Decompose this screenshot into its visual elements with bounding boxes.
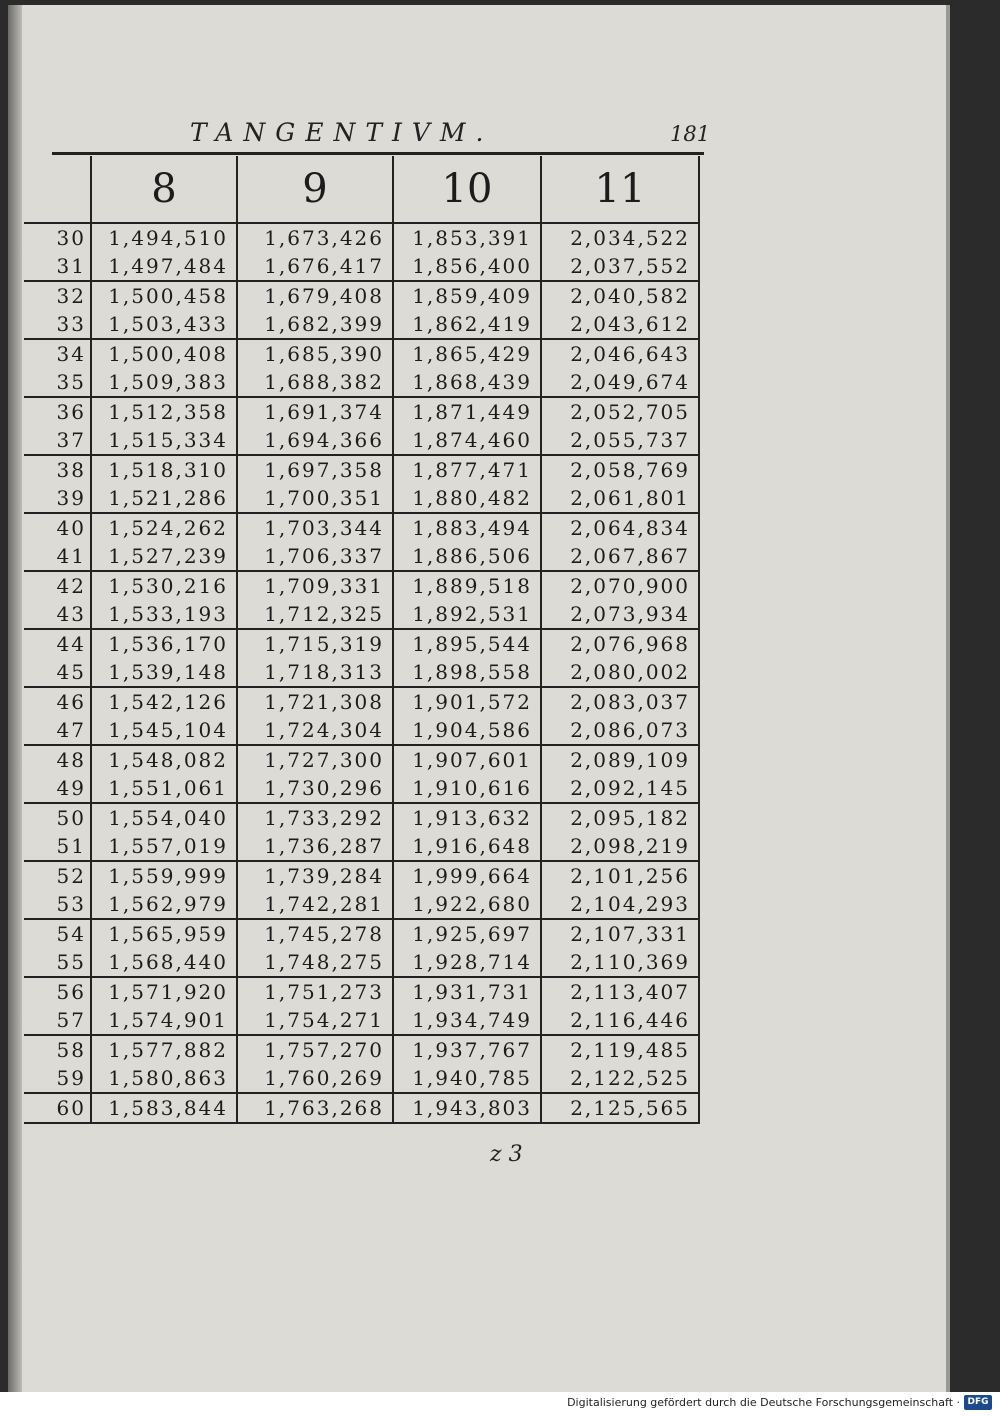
tangent-value-cell: 1,751,273 (237, 977, 393, 1006)
tangent-value-cell: 2,098,219 (541, 832, 699, 861)
tangent-value-cell: 1,940,785 (393, 1064, 541, 1093)
tangent-value-cell: 1,760,269 (237, 1064, 393, 1093)
tangent-value-cell: 1,715,319 (237, 629, 393, 658)
minute-cell: 36 (24, 397, 91, 426)
tangent-value-cell: 2,104,293 (541, 890, 699, 919)
minute-cell: 31 (24, 252, 91, 281)
table-row (24, 484, 699, 513)
tangent-value-cell: 1,757,270 (237, 1035, 393, 1064)
tangent-value-cell: 1,688,382 (237, 368, 393, 397)
tangent-value-cell: 1,718,313 (237, 658, 393, 687)
tangent-value-cell: 1,524,262 (91, 513, 237, 542)
tangent-value-cell: 1,748,275 (237, 948, 393, 977)
tangent-value-cell: 1,742,281 (237, 890, 393, 919)
tangent-value-cell: 1,856,400 (393, 252, 541, 281)
table-row (24, 426, 699, 455)
degree-column-header: 10 (393, 156, 541, 223)
running-header (50, 118, 710, 154)
table-row (24, 716, 699, 745)
table-row (24, 368, 699, 397)
minute-cell: 40 (24, 513, 91, 542)
tangent-value-cell: 1,865,429 (393, 339, 541, 368)
tangent-value-cell: 1,763,268 (237, 1093, 393, 1123)
tangent-value-cell: 1,898,558 (393, 658, 541, 687)
tangent-value-cell: 1,922,680 (393, 890, 541, 919)
tangent-value-cell: 1,868,439 (393, 368, 541, 397)
tangent-value-cell: 1,880,482 (393, 484, 541, 513)
minute-cell: 49 (24, 774, 91, 803)
table-header-row (24, 156, 699, 223)
degree-column-header: 8 (91, 156, 237, 223)
minute-cell: 50 (24, 803, 91, 832)
table-row (24, 223, 699, 252)
minute-cell: 57 (24, 1006, 91, 1035)
tangent-value-cell: 1,883,494 (393, 513, 541, 542)
minute-cell: 42 (24, 571, 91, 600)
table-row (24, 745, 699, 774)
tangent-value-cell: 2,125,565 (541, 1093, 699, 1123)
tangent-value-cell: 1,886,506 (393, 542, 541, 571)
tangent-value-cell: 2,083,037 (541, 687, 699, 716)
page-number: 181 (670, 122, 711, 146)
page-gutter-shadow (8, 5, 22, 1392)
tangent-value-cell: 1,937,767 (393, 1035, 541, 1064)
tangent-value-cell: 2,070,900 (541, 571, 699, 600)
tangent-value-cell: 1,859,409 (393, 281, 541, 310)
minute-cell: 58 (24, 1035, 91, 1064)
table-row (24, 600, 699, 629)
minute-cell: 38 (24, 455, 91, 484)
minute-column-header (24, 156, 91, 223)
tangent-value-cell: 2,076,968 (541, 629, 699, 658)
tangent-value-cell: 2,034,522 (541, 223, 699, 252)
tangent-value-cell: 1,727,300 (237, 745, 393, 774)
tangent-value-cell: 1,709,331 (237, 571, 393, 600)
tangent-value-cell: 2,073,934 (541, 600, 699, 629)
tangent-value-cell: 1,694,366 (237, 426, 393, 455)
tangent-value-cell: 2,110,369 (541, 948, 699, 977)
tangent-value-cell: 1,739,284 (237, 861, 393, 890)
tangent-value-cell: 1,685,390 (237, 339, 393, 368)
tangent-value-cell: 1,697,358 (237, 455, 393, 484)
minute-cell: 48 (24, 745, 91, 774)
tangent-value-cell: 1,527,239 (91, 542, 237, 571)
minute-cell: 45 (24, 658, 91, 687)
table-row (24, 310, 699, 339)
tangent-value-cell: 1,853,391 (393, 223, 541, 252)
minute-cell: 37 (24, 426, 91, 455)
tangent-value-cell: 1,500,408 (91, 339, 237, 368)
tangent-value-cell: 1,521,286 (91, 484, 237, 513)
tangent-value-cell: 2,067,867 (541, 542, 699, 571)
tangent-value-cell: 2,119,485 (541, 1035, 699, 1064)
table-row (24, 658, 699, 687)
tangent-value-cell: 1,901,572 (393, 687, 541, 716)
table-row (24, 455, 699, 484)
table-row (24, 542, 699, 571)
tangent-value-cell: 1,548,082 (91, 745, 237, 774)
table-row (24, 571, 699, 600)
minute-cell: 59 (24, 1064, 91, 1093)
tangent-value-cell: 2,058,769 (541, 455, 699, 484)
tangent-value-cell: 1,580,863 (91, 1064, 237, 1093)
tangent-value-cell: 2,049,674 (541, 368, 699, 397)
table-row (24, 774, 699, 803)
tangent-value-cell: 1,733,292 (237, 803, 393, 832)
tangent-value-cell: 2,064,834 (541, 513, 699, 542)
degree-column-header: 9 (237, 156, 393, 223)
tangent-value-cell: 1,533,193 (91, 600, 237, 629)
table-row (24, 1064, 699, 1093)
minute-cell: 53 (24, 890, 91, 919)
table-row (24, 861, 699, 890)
tangent-value-cell: 1,557,019 (91, 832, 237, 861)
tangent-value-cell: 1,999,664 (393, 861, 541, 890)
tangent-value-cell: 1,583,844 (91, 1093, 237, 1123)
table-row (24, 629, 699, 658)
table-body (24, 223, 699, 1123)
minute-cell: 43 (24, 600, 91, 629)
tangent-value-cell: 1,691,374 (237, 397, 393, 426)
tangent-value-cell: 2,122,525 (541, 1064, 699, 1093)
tangent-value-cell: 1,673,426 (237, 223, 393, 252)
table-row (24, 513, 699, 542)
table-row (24, 919, 699, 948)
tangent-value-cell: 1,943,803 (393, 1093, 541, 1123)
tangent-value-cell: 1,721,308 (237, 687, 393, 716)
minute-cell: 30 (24, 223, 91, 252)
tangent-value-cell: 2,086,073 (541, 716, 699, 745)
tangent-value-cell: 1,907,601 (393, 745, 541, 774)
table-row (24, 1093, 699, 1123)
tangent-value-cell: 1,571,920 (91, 977, 237, 1006)
tangent-value-cell: 1,512,358 (91, 397, 237, 426)
minute-cell: 35 (24, 368, 91, 397)
tangent-value-cell: 1,551,061 (91, 774, 237, 803)
table-row (24, 977, 699, 1006)
tangent-value-cell: 1,730,296 (237, 774, 393, 803)
minute-cell: 56 (24, 977, 91, 1006)
minute-cell: 41 (24, 542, 91, 571)
minute-cell: 51 (24, 832, 91, 861)
minute-cell: 39 (24, 484, 91, 513)
tangent-value-cell: 1,568,440 (91, 948, 237, 977)
footer-bar (0, 1392, 1000, 1416)
tangent-value-cell: 1,712,325 (237, 600, 393, 629)
tangent-value-cell: 1,562,979 (91, 890, 237, 919)
tangent-value-cell: 2,055,737 (541, 426, 699, 455)
tangent-value-cell: 2,040,582 (541, 281, 699, 310)
tangent-value-cell: 2,101,256 (541, 861, 699, 890)
tangent-value-cell: 1,877,471 (393, 455, 541, 484)
tangent-value-cell: 2,052,705 (541, 397, 699, 426)
tangent-value-cell: 1,871,449 (393, 397, 541, 426)
tangent-value-cell: 1,916,648 (393, 832, 541, 861)
table-row (24, 948, 699, 977)
tangent-value-cell: 1,754,271 (237, 1006, 393, 1035)
table-row (24, 803, 699, 832)
table-row (24, 687, 699, 716)
table-row (24, 1006, 699, 1035)
tangent-value-cell: 1,539,148 (91, 658, 237, 687)
minute-cell: 32 (24, 281, 91, 310)
tangent-value-cell: 1,554,040 (91, 803, 237, 832)
tangent-value-cell: 1,515,334 (91, 426, 237, 455)
tangent-value-cell: 1,862,419 (393, 310, 541, 339)
minute-cell: 34 (24, 339, 91, 368)
header-rule (52, 152, 704, 155)
tangent-value-cell: 2,089,109 (541, 745, 699, 774)
table-row (24, 832, 699, 861)
minute-cell: 46 (24, 687, 91, 716)
tangent-value-cell: 2,116,446 (541, 1006, 699, 1035)
tangent-value-cell: 2,046,643 (541, 339, 699, 368)
tangent-value-cell: 1,700,351 (237, 484, 393, 513)
tangent-value-cell: 1,542,126 (91, 687, 237, 716)
tangent-value-cell: 1,503,433 (91, 310, 237, 339)
tangent-value-cell: 1,910,616 (393, 774, 541, 803)
table-row (24, 397, 699, 426)
minute-cell: 54 (24, 919, 91, 948)
tangent-value-cell: 1,706,337 (237, 542, 393, 571)
tangent-value-cell: 1,724,304 (237, 716, 393, 745)
funding-credit: Digitalisierung gefördert durch die Deutsche Forschungsgemeinschaft · (567, 1396, 960, 1409)
tangent-value-cell: 1,703,344 (237, 513, 393, 542)
tangent-value-cell: 1,676,417 (237, 252, 393, 281)
tangent-value-cell: 1,494,510 (91, 223, 237, 252)
tangent-value-cell: 1,874,460 (393, 426, 541, 455)
tangent-value-cell: 1,931,731 (393, 977, 541, 1006)
tangent-value-cell: 1,559,999 (91, 861, 237, 890)
tangent-value-cell: 1,925,697 (393, 919, 541, 948)
tangent-value-cell: 1,745,278 (237, 919, 393, 948)
tangent-value-cell: 1,577,882 (91, 1035, 237, 1064)
dfg-logo-icon: DFG (964, 1395, 992, 1410)
table-row (24, 339, 699, 368)
minute-cell: 44 (24, 629, 91, 658)
minute-cell: 55 (24, 948, 91, 977)
tangent-value-cell: 2,037,552 (541, 252, 699, 281)
running-title: TANGENTIVM. (190, 118, 494, 147)
tangent-value-cell: 2,095,182 (541, 803, 699, 832)
tangent-value-cell: 1,536,170 (91, 629, 237, 658)
signature-mark: z 3 (490, 1142, 523, 1167)
tangent-value-cell: 1,913,632 (393, 803, 541, 832)
tangent-value-cell: 1,545,104 (91, 716, 237, 745)
tangent-value-cell: 1,934,749 (393, 1006, 541, 1035)
table-row (24, 281, 699, 310)
tangent-value-cell: 2,043,612 (541, 310, 699, 339)
tangent-value-cell: 1,736,287 (237, 832, 393, 861)
tangent-value-cell: 1,895,544 (393, 629, 541, 658)
tangent-value-cell: 1,679,408 (237, 281, 393, 310)
table-row (24, 1035, 699, 1064)
minute-cell: 52 (24, 861, 91, 890)
tangent-value-cell: 1,565,959 (91, 919, 237, 948)
tangent-value-cell: 1,497,484 (91, 252, 237, 281)
table-row (24, 890, 699, 919)
tangent-value-cell: 2,092,145 (541, 774, 699, 803)
tangent-value-cell: 1,530,216 (91, 571, 237, 600)
tangent-value-cell: 1,574,901 (91, 1006, 237, 1035)
minute-cell: 60 (24, 1093, 91, 1123)
tangent-value-cell: 2,061,801 (541, 484, 699, 513)
tangent-value-cell: 1,682,399 (237, 310, 393, 339)
tangent-value-cell: 2,080,002 (541, 658, 699, 687)
tangent-value-cell: 1,518,310 (91, 455, 237, 484)
tangent-value-cell: 2,113,407 (541, 977, 699, 1006)
minute-cell: 47 (24, 716, 91, 745)
minute-cell: 33 (24, 310, 91, 339)
tangent-value-cell: 1,889,518 (393, 571, 541, 600)
tangent-value-cell: 1,892,531 (393, 600, 541, 629)
tangent-value-cell: 1,500,458 (91, 281, 237, 310)
table-row (24, 252, 699, 281)
tangent-value-cell: 2,107,331 (541, 919, 699, 948)
tangent-value-cell: 1,509,383 (91, 368, 237, 397)
degree-column-header: 11 (541, 156, 699, 223)
tangent-table (24, 156, 700, 1124)
tangent-value-cell: 1,928,714 (393, 948, 541, 977)
tangent-value-cell: 1,904,586 (393, 716, 541, 745)
